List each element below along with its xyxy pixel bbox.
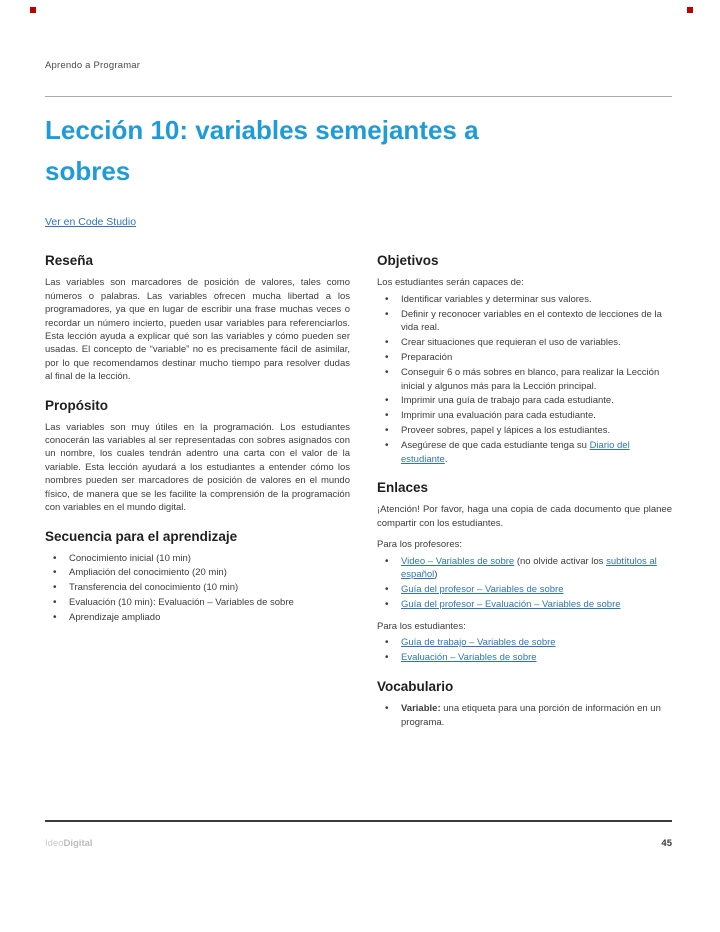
list-item: • Evaluación (10 min): Evaluación – Variables de sobre [45, 596, 350, 610]
video-variables-link[interactable]: Video – Variables de sobre [401, 555, 515, 567]
guia-profesor-link[interactable]: Guía del profesor – Variables de sobre [401, 584, 564, 596]
list-item: • Definir y reconocer variables en el contexto de lecciones de la vida real. [377, 308, 672, 336]
secuencia-list [45, 552, 350, 625]
section-enlaces [377, 480, 672, 664]
header-brand: Aprendo a Programar [45, 60, 141, 71]
list-item: • Proveer sobres, papel y lápices a los estudiantes. [377, 424, 672, 438]
enlaces-heading: Enlaces [377, 480, 429, 496]
list-item: • Conseguir 6 o más sobres en blanco, para realizar la Lección inicial y algunos más para la Lección principal. [377, 366, 672, 394]
objetivos-last-prefix: Asegúrese de que cada estudiante tenga su [401, 439, 590, 451]
objetivos-last-suffix: . [444, 453, 448, 465]
list-item: • Transferencia del conocimiento (10 min) [45, 581, 350, 595]
section-secuencia [45, 529, 350, 625]
students-label: Para los estudiantes: [377, 620, 466, 632]
list-item: • Imprimir una evaluación para cada estudiante. [377, 409, 672, 423]
corner-mark-right [687, 7, 693, 13]
objetivos-intro: Los estudiantes serán capaces de: [377, 277, 524, 289]
teachers-links-list [377, 555, 672, 612]
subtitulos-link[interactable]: subtítulos al español [401, 555, 657, 581]
page-number: 45 [661, 838, 672, 849]
page-footer [45, 820, 672, 849]
vocabulario-list [377, 702, 672, 730]
header-divider [45, 96, 672, 97]
two-column-layout [45, 253, 672, 743]
code-studio-link[interactable]: Ver en Code Studio [45, 216, 137, 229]
objetivos-list [377, 293, 672, 467]
objetivos-heading: Objetivos [377, 253, 439, 269]
enlaces-notice: ¡Atención! Por favor, haga una copia de cada documento que planee compartir con los estudiantes. [377, 504, 672, 529]
section-vocabulario [377, 679, 672, 730]
list-item [377, 439, 672, 467]
list-item [377, 583, 672, 597]
right-column [377, 253, 672, 743]
page-title: Lección 10: variables semejantes a sobres [45, 115, 479, 186]
diario-estudiante-link[interactable]: Diario del estudiante [401, 439, 630, 465]
section-objetivos [377, 253, 672, 466]
list-item: • Crear situaciones que requieran el uso de variables. [377, 336, 672, 350]
proposito-body: Las variables son muy útiles en la programación. Los estudiantes conocerán las variables al ser representadas con sobres asignados con un nombre, los cuales tendrán adentro una carta con el valor de la variable. Esta lección ayudará a los estudiantes a entender cómo los nombres pueden ser marcadores de posición de valores en el mundo físico, de manera que se les facilite la comprensión de la programación con variables en el mundo digital. [45, 421, 350, 514]
proposito-heading: Propósito [45, 397, 108, 413]
list-item: • Conocimiento inicial (10 min) [45, 552, 350, 566]
list-item: • Preparación [377, 351, 672, 365]
list-item [377, 651, 672, 665]
list-item: • Identificar variables y determinar sus valores. [377, 293, 672, 307]
list-item [377, 598, 672, 612]
guia-trabajo-link[interactable]: Guía de trabajo – Variables de sobre [401, 637, 556, 649]
vocab-term: Variable: [401, 702, 441, 714]
resena-heading: Reseña [45, 253, 94, 269]
list-item [377, 555, 672, 583]
list-item [377, 702, 672, 730]
left-column [45, 253, 350, 743]
video-item-suffix: ) [434, 569, 438, 581]
footer-row [45, 838, 672, 849]
secuencia-heading: Secuencia para el aprendizaje [45, 528, 238, 544]
evaluacion-link[interactable]: Evaluación – Variables de sobre [401, 651, 537, 663]
footer-brand-bold: Digital [63, 838, 93, 849]
list-item: • Imprimir una guía de trabajo para cada estudiante. [377, 394, 672, 408]
list-item: • Aprendizaje ampliado [45, 611, 350, 625]
students-links-list [377, 636, 672, 665]
list-item [377, 636, 672, 650]
footer-brand-light: Ideo [45, 838, 64, 849]
video-item-text: (no olvide activar los [514, 555, 607, 567]
teachers-label: Para los profesores: [377, 539, 463, 551]
list-item: • Ampliación del conocimiento (20 min) [45, 566, 350, 580]
footer-divider [45, 820, 672, 822]
vocab-definition: una etiqueta para una porción de información en un programa. [401, 702, 661, 728]
guia-profesor-evaluacion-link[interactable]: Guía del profesor – Evaluación – Variables de sobre [401, 598, 621, 610]
section-proposito [45, 398, 350, 515]
corner-mark-left [30, 7, 36, 13]
footer-brand [45, 838, 93, 849]
vocabulario-heading: Vocabulario [377, 678, 454, 694]
resena-body: Las variables son marcadores de posición de valores, tales como números o palabras. Las variables ofrecen mucha libertad a los programadores, ya que en lugar de escribir una frase muchas veces o recordar un número incierto, pueden usar variables para referenciarlos. Esta lección ayuda a explicar qué son las variables y cómo pueden ser usadas. El concepto de “variable” no es precisamente fácil de asimilar, por lo que recomendamos destinar mucho tiempo para resolver dudas al final de la lección. [45, 277, 350, 383]
section-resena [45, 253, 350, 383]
